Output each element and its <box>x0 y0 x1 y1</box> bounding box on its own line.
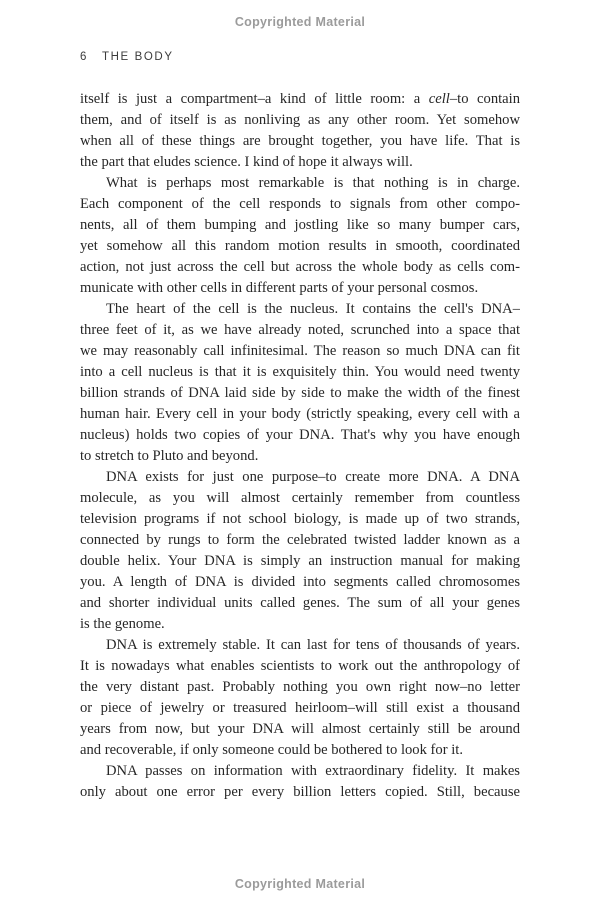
text-line: only about one error per every billion letters copied. Still, because <box>80 784 520 800</box>
text-line: television programs if not school biology, is made up of two strands, <box>80 511 520 527</box>
text-line: or piece of jewelry or treasured heirloom–will still exist a thousand <box>80 700 520 716</box>
paragraph <box>80 173 520 299</box>
paragraph <box>80 89 520 173</box>
text-line: DNA exists for just one purpose–to create more DNA. A DNA <box>106 469 520 485</box>
page-number: 6 <box>80 51 88 63</box>
text-line: and recoverable, if only someone could be bothered to look for it. <box>80 742 463 758</box>
text-line: nucleus) holds two copies of your DNA. That's why you have enough <box>80 427 520 443</box>
text-line: Each component of the cell responds to signals from other compo- <box>80 196 520 212</box>
paragraph <box>80 467 520 635</box>
text-line: them, and of itself is as nonliving as any other room. Yet somehow <box>80 112 520 128</box>
text-line: action, not just across the cell but across the whole body as cells com- <box>80 259 520 275</box>
italic-text: cell <box>428 91 450 107</box>
paragraph <box>80 761 520 803</box>
text-line: It is nowadays what enables scientists to work out the anthropology of <box>80 658 520 674</box>
text-line: is the genome. <box>80 616 165 632</box>
text-line: human hair. Every cell in your body (strictly speaking, every cell with a <box>80 406 520 422</box>
text-line: yet somehow all this random motion results in smooth, coordinated <box>80 238 520 254</box>
text-line: The heart of the cell is the nucleus. It contains the cell's DNA– <box>106 301 520 317</box>
text-line: molecule, as you will almost certainly remember from countless <box>80 490 520 506</box>
text-line: connected by rungs to form the celebrated twisted ladder known as a <box>80 532 520 548</box>
text-line: you. A length of DNA is divided into segments called chromosomes <box>80 574 520 590</box>
paragraph <box>80 299 520 467</box>
text-line: when all of these things are brought together, you have life. That is <box>80 133 520 149</box>
copyright-notice-top: Copyrighted Material <box>234 15 366 29</box>
text-line: and shorter individual units called genes. The sum of all your genes <box>80 595 520 611</box>
text-line: itself is just a compartment–a kind of little room: a cell–to contain <box>80 91 520 107</box>
text-line: we may reasonably call infinitesimal. The reason so much DNA can fit <box>80 343 520 359</box>
paragraph <box>80 635 520 761</box>
text-line: nents, all of them bumping and jostling like so many bumper cars, <box>80 217 520 233</box>
copyright-notice-bottom: Copyrighted Material <box>234 877 366 891</box>
text-line: three feet of it, as we have already noted, scrunched into a space that <box>80 322 520 338</box>
text-line: billion strands of DNA laid side by side to make the width of the finest <box>80 385 520 401</box>
text-line: DNA is extremely stable. It can last for tens of thousands of years. <box>106 637 520 653</box>
text-line: to stretch to Pluto and beyond. <box>80 448 259 464</box>
page-body <box>80 89 520 803</box>
text-line: years from now, but your DNA will almost certainly still be around <box>80 721 520 737</box>
text-line: municate with other cells in different parts of your personal cosmos. <box>80 280 479 296</box>
running-head <box>80 51 174 63</box>
text-line: What is perhaps most remarkable is that nothing is in charge. <box>106 175 520 191</box>
book-title: THE BODY <box>102 51 174 63</box>
text-line: the part that eludes science. I kind of hope it always will. <box>80 154 413 170</box>
text-line: the very distant past. Probably nothing you own right now–no letter <box>80 679 520 695</box>
text-line: double helix. Your DNA is simply an instruction manual for making <box>80 553 520 569</box>
text-line: DNA passes on information with extraordinary fidelity. It makes <box>106 763 520 779</box>
text-line: into a cell nucleus is that it is exquisitely thin. You would need twenty <box>80 364 520 380</box>
